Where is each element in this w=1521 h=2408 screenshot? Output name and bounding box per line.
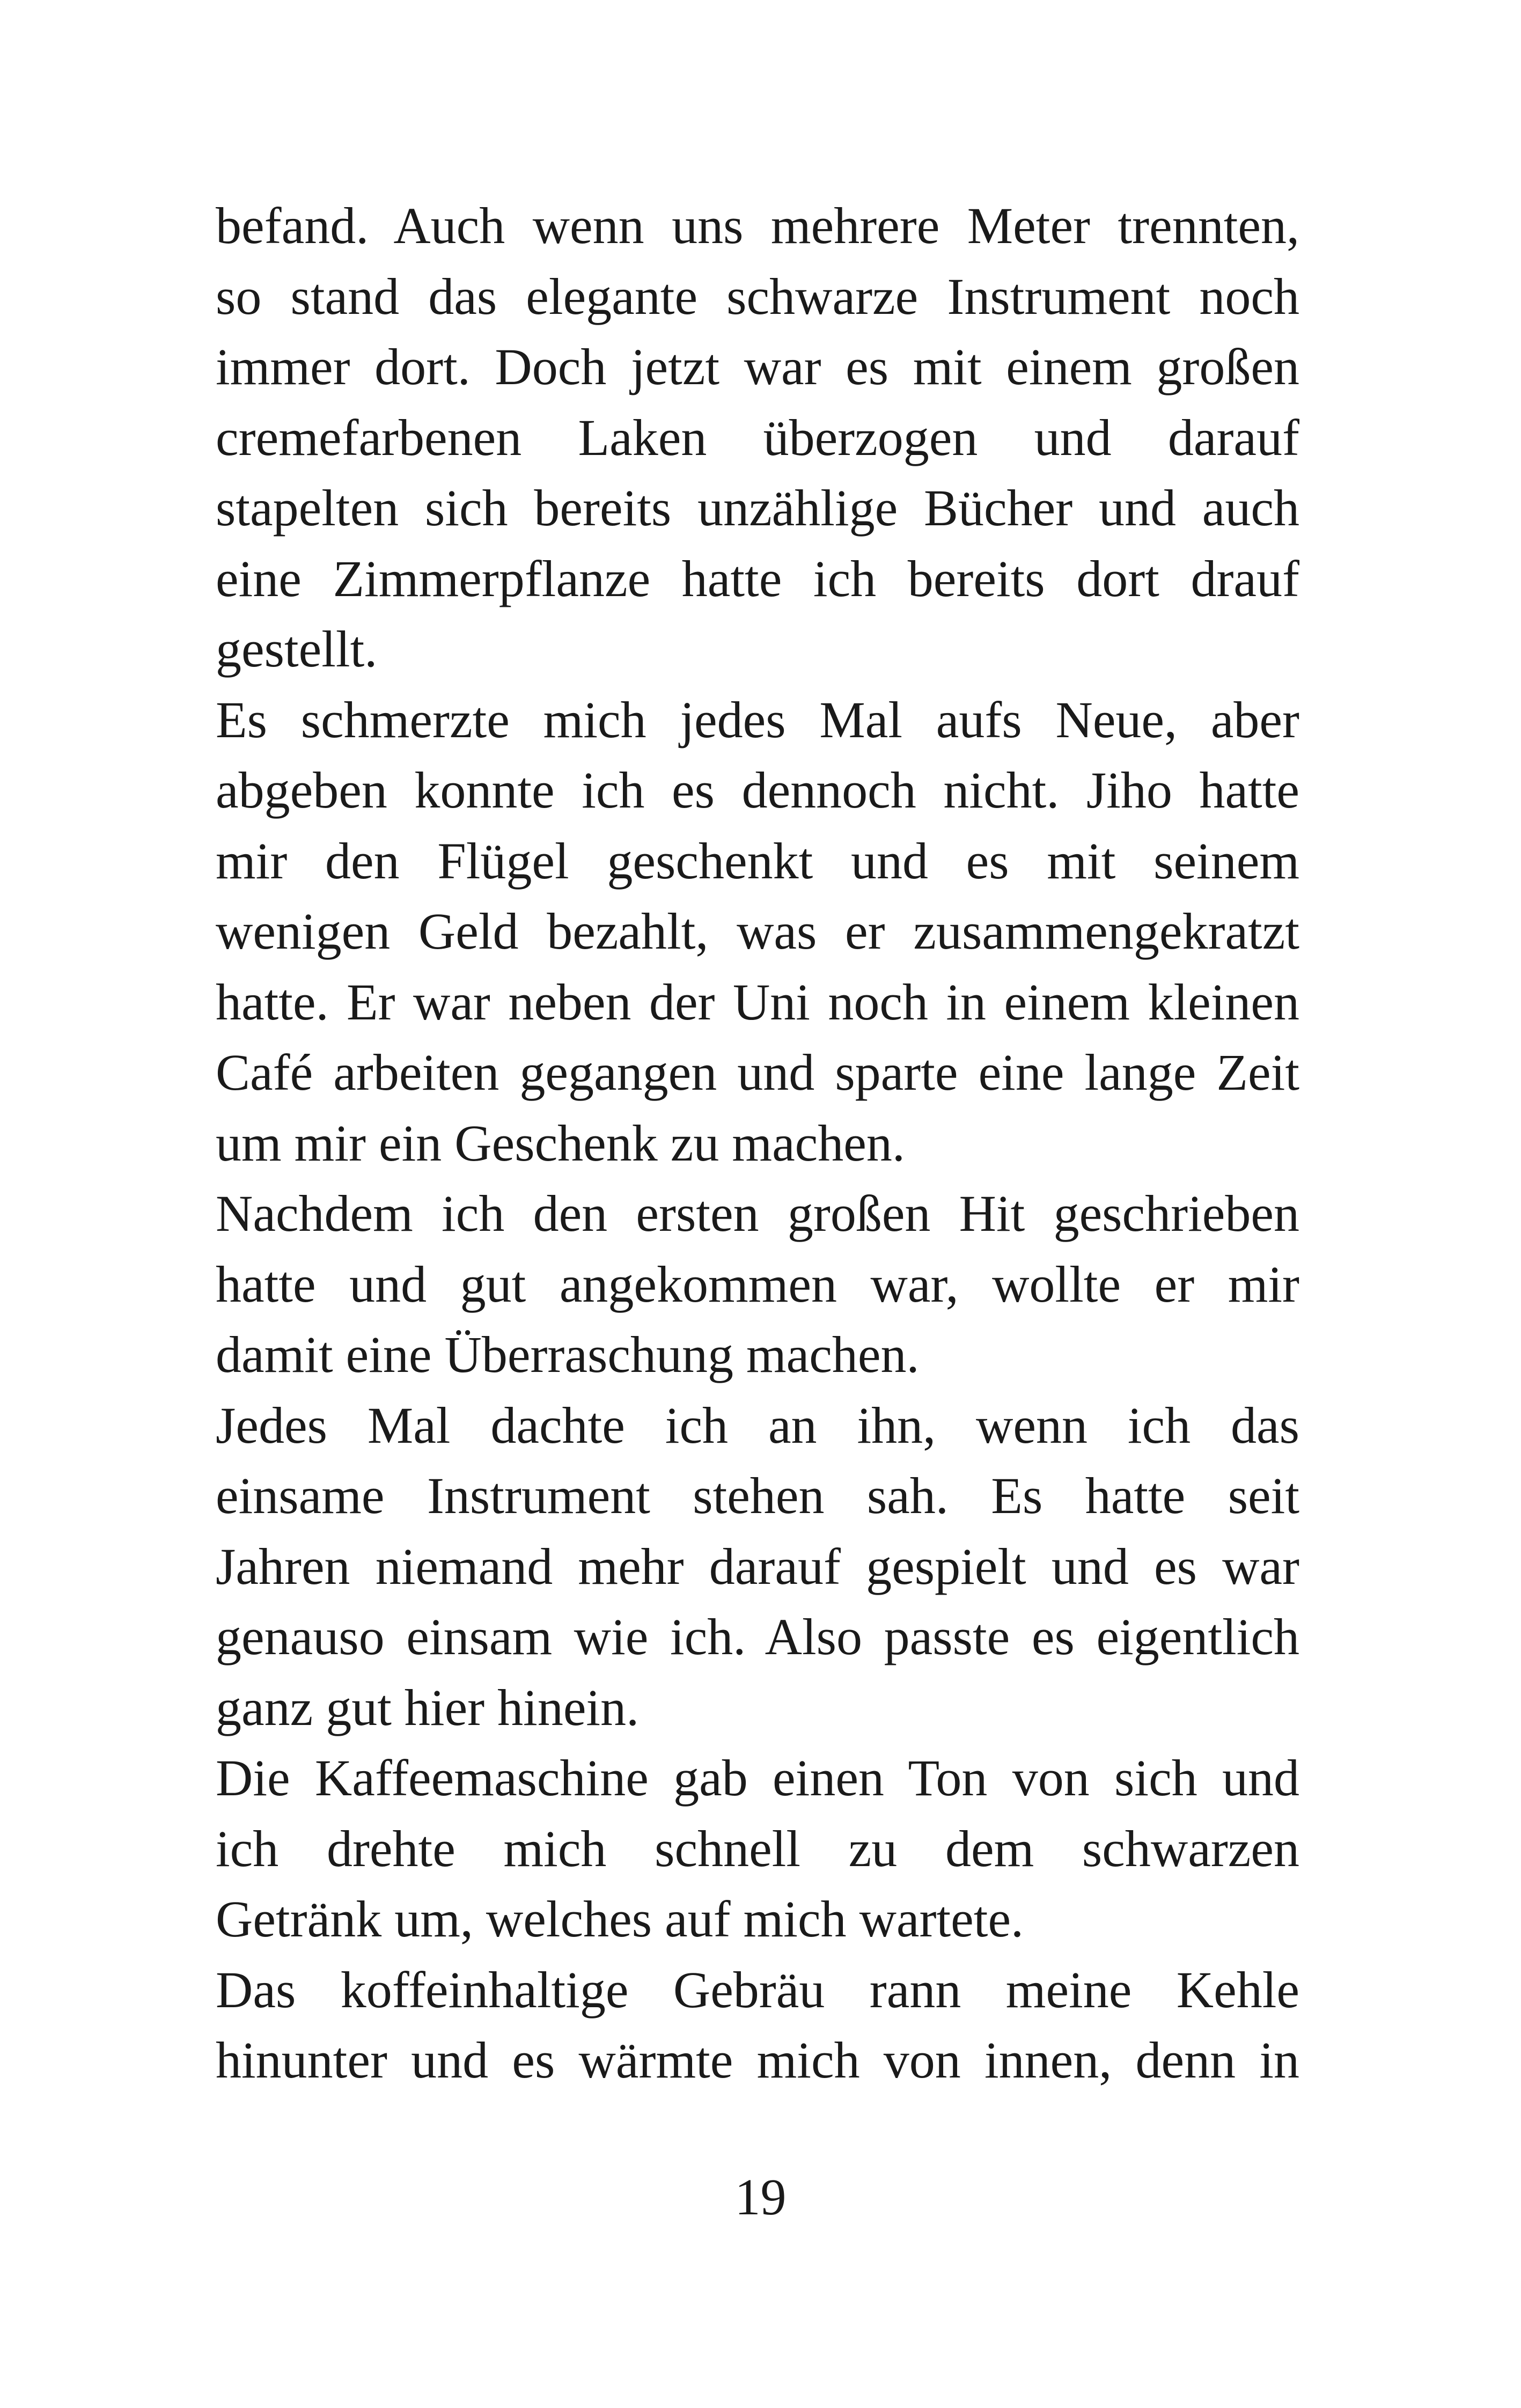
text-line: Nachdem ich den ersten großen Hit geschrieben <box>216 1185 1299 1242</box>
text-line: um mir ein Geschenk zu machen. <box>216 1114 905 1172</box>
text-line: ich drehte mich schnell zu dem schwarzen <box>216 1819 1299 1877</box>
paragraph <box>216 1743 1299 1955</box>
text-line: gestellt. <box>216 620 378 678</box>
text-line: einsame Instrument stehen sah. Es hatte seit <box>216 1467 1299 1524</box>
text-line: hatte. Er war neben der Uni noch in einem kleinen <box>216 973 1299 1031</box>
text-line: hinunter und es wärmte mich von innen, denn in <box>216 2031 1299 2089</box>
text-line: cremefarbenen Laken überzogen und darauf <box>216 408 1299 466</box>
text-line: Café arbeiten gegangen und sparte eine lange Zeit <box>216 1044 1299 1101</box>
paragraph <box>216 1178 1299 1390</box>
text-line: genauso einsam wie ich. Also passte es eigentlich <box>216 1608 1299 1665</box>
text-line: Das koffeinhaltige Gebräu rann meine Kehle <box>216 1961 1299 2018</box>
paragraph <box>216 1955 1299 2096</box>
text-line: befand. Auch wenn uns mehrere Meter trennten, <box>216 197 1299 254</box>
page-number: 19 <box>734 2168 787 2226</box>
text-line: so stand das elegante schwarze Instrument noch <box>216 267 1299 325</box>
text-line: eine Zimmerpflanze hatte ich bereits dort drauf <box>216 549 1299 607</box>
text-line: stapelten sich bereits unzählige Bücher und auch <box>216 479 1299 537</box>
paragraph <box>216 685 1299 1179</box>
text-line: hatte und gut angekommen war, wollte er mir <box>216 1255 1299 1313</box>
text-line: Jahren niemand mehr darauf gespielt und es war <box>216 1537 1299 1595</box>
text-line: Es schmerzte mich jedes Mal aufs Neue, aber <box>216 691 1299 748</box>
text-line: ganz gut hier hinein. <box>216 1678 640 1736</box>
text-line: Die Kaffeemaschine gab einen Ton von sich und <box>216 1749 1299 1807</box>
text-line: Jedes Mal dachte ich an ihn, wenn ich das <box>216 1396 1299 1454</box>
text-line: abgeben konnte ich es dennoch nicht. Jiho hatte <box>216 761 1299 819</box>
text-line: immer dort. Doch jetzt war es mit einem großen <box>216 338 1299 395</box>
text-line: mir den Flügel geschenkt und es mit seinem <box>216 832 1299 890</box>
paragraph <box>216 190 1299 685</box>
text-line: wenigen Geld bezahlt, was er zusammengekratzt <box>216 902 1299 960</box>
text-line: damit eine Überraschung machen. <box>216 1326 920 1383</box>
paragraph <box>216 1390 1299 1743</box>
text-line: Getränk um, welches auf mich wartete. <box>216 1890 1024 1948</box>
body-text <box>216 190 1299 2096</box>
